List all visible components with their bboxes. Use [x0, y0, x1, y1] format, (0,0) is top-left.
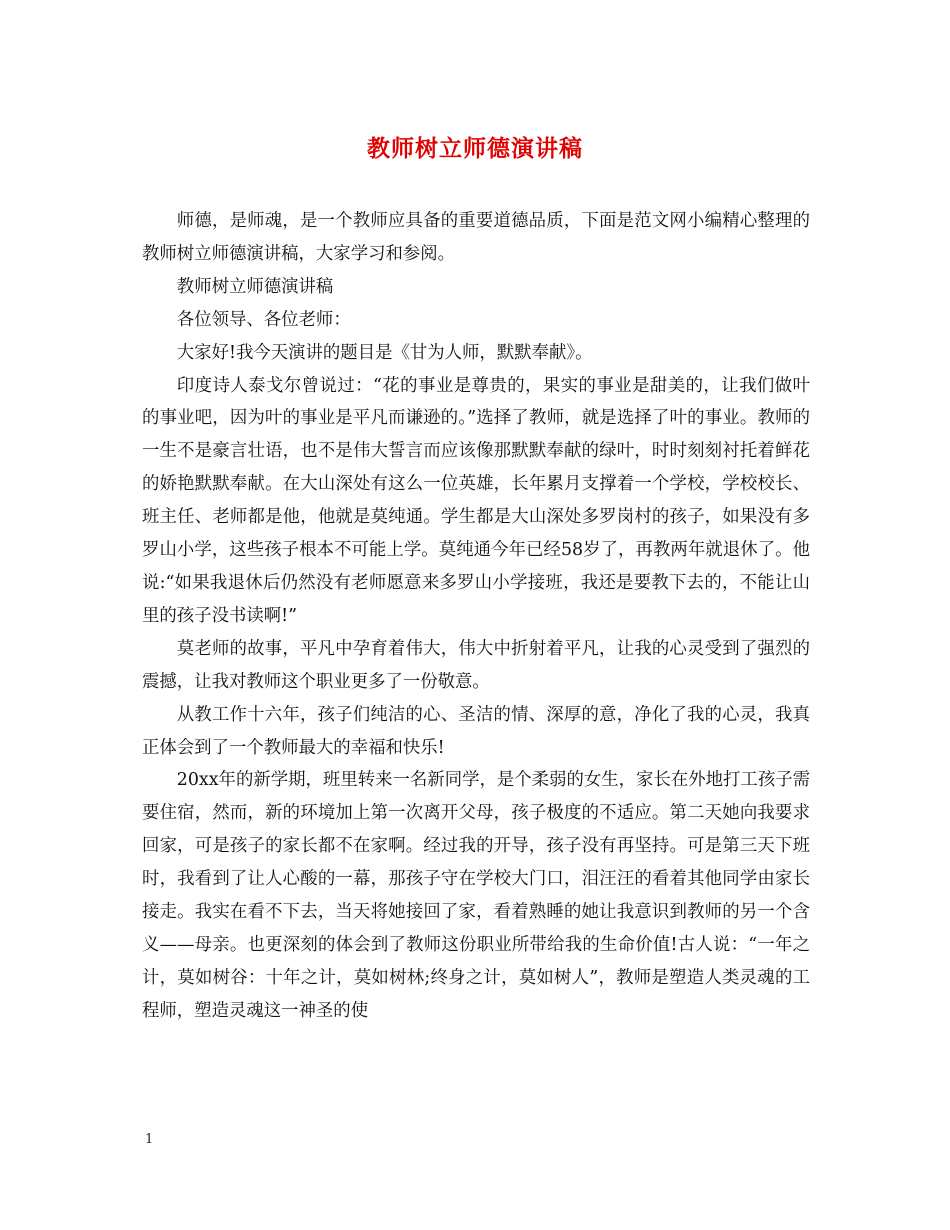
- paragraph-reflection: 莫老师的故事，平凡中孕育着伟大，伟大中折射着平凡，让我的心灵受到了强烈的震撼，让我对教师这个职业更多了一份敬意。: [142, 638, 810, 692]
- paragraph-intro: 师德，是师魂，是一个教师应具备的重要道德品质，下面是范文网小编精心整理的教师树立师德演讲稿，大家学习和参阅。: [142, 211, 810, 264]
- paragraph-experience: 从教工作十六年，孩子们纯洁的心、圣洁的情、深厚的意，净化了我的心灵，我真正体会到了一个教师最大的幸福和快乐!: [142, 704, 810, 758]
- paragraph-salutation: 各位领导、各位老师：: [176, 309, 351, 330]
- paragraph-story: 20xx年的新学期，班里转来一名新同学，是个柔弱的女生，家长在外地打工孩子需要住宿，然而，新的环境加上第一次离开父母，孩子极度的不适应。第二天她向我要求回家，可是孩子的家长都不在家啊。经过我的开导，孩子没有再坚持。可是第三天下班时，我看到了让人心酸的一幕，那孩子守在学校大门口，泪汪汪的看着其他同学由家长接走。我实在看不下去，当天将她接回了家，看着熟睡的她让我意识到教师的另一个含义——母亲。也更深刻的体会到了教师这份职业所带给我的生命价值!古人说：“一年之计，莫如树谷：十年之计，莫如树林;终身之计，莫如树人”，教师是塑造人类灵魂的工程师，塑造灵魂这一神圣的使: [142, 770, 810, 1021]
- paragraph-tagore: 印度诗人泰戈尔曾说过：“花的事业是尊贵的，果实的事业是甜美的，让我们做叶的事业吧，因为叶的事业是平凡而谦逊的。”选择了教师，就是选择了叶的事业。教师的一生不是豪言壮语，也不是伟大誓言而应该像那默默奉献的绿叶，时时刻刻衬托着鲜花的娇艳默默奉献。在大山深处有这么一位英雄，长年累月支撑着一个学校，学校校长、班主任、老师都是他，他就是莫纯通。学生都是大山深处多罗岗村的孩子，如果没有多罗山小学，这些孩子根本不可能上学。莫纯通今年已经58岁了，再教两年就退休了。他说:“如果我退休后仍然没有老师愿意来多罗山小学接班，我还是要教下去的，不能让山里的孩子没书读啊!”: [142, 375, 810, 626]
- page-number: 1: [145, 1132, 154, 1147]
- paragraph-greeting: 大家好!我今天演讲的题目是《甘为人师，默默奉献》。: [176, 342, 593, 363]
- document-body: [142, 205, 810, 1028]
- document-title: 教师树立师德演讲稿: [367, 135, 583, 162]
- paragraph-heading: 教师树立师德演讲稿: [176, 276, 334, 297]
